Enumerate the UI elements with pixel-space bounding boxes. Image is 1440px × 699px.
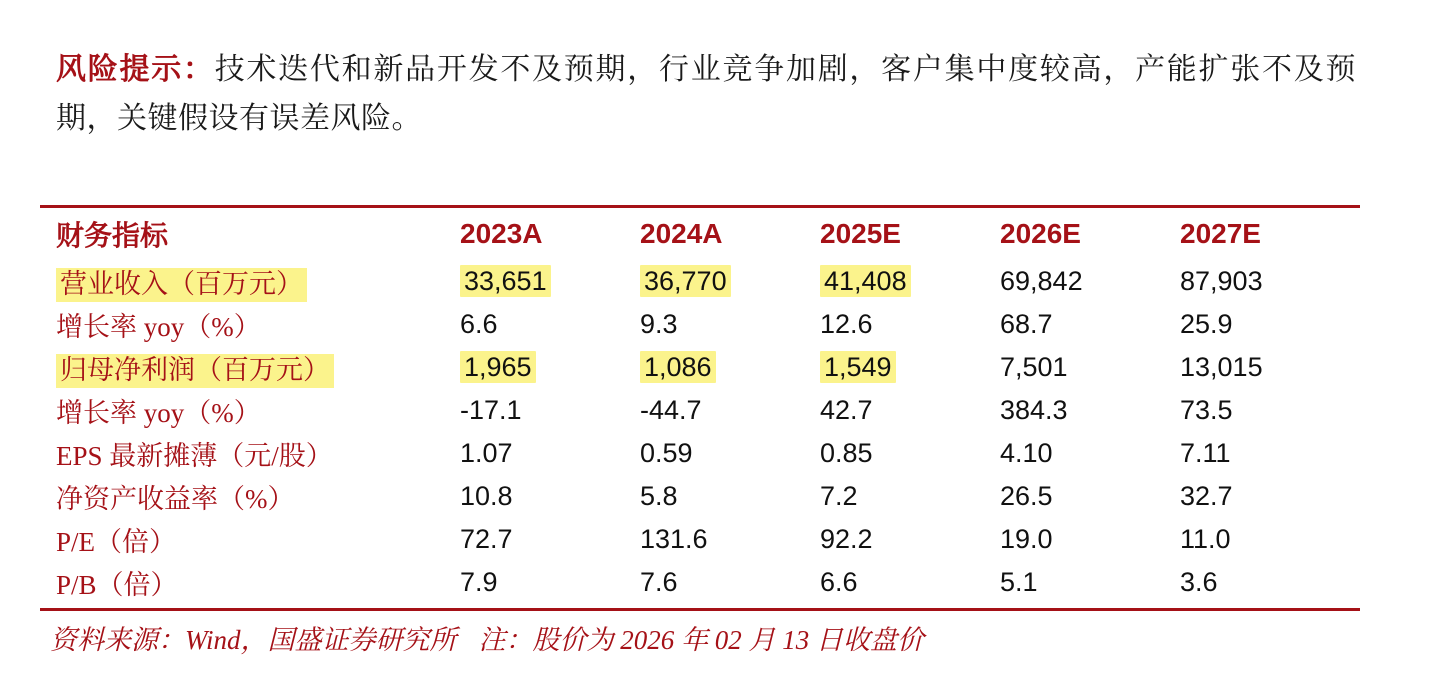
source-price-note: 注：股价为 2026 年 02 月 13 日收盘价 (478, 625, 925, 655)
table-row (40, 518, 1360, 561)
cell-net-profit-2026e: 7,501 (1000, 352, 1068, 382)
cell-revenue-growth-2024a: 9.3 (640, 309, 678, 339)
cell-pb-2026e: 5.1 (1000, 567, 1038, 597)
financial-table-wrapper (40, 205, 1360, 604)
cell-revenue-2027e: 87,903 (1180, 266, 1263, 296)
table-row (40, 303, 1360, 346)
table-row (40, 432, 1360, 475)
row-label-eps: EPS 最新摊薄（元/股） (56, 441, 333, 471)
risk-paragraph (56, 46, 1356, 143)
cell-profit-growth-2025e: 42.7 (820, 395, 873, 425)
table-row (40, 561, 1360, 604)
row-label-roe: 净资产收益率（%） (56, 484, 295, 514)
column-header-2027e: 2027E (1180, 218, 1261, 249)
cell-net-profit-2025e (820, 346, 1000, 389)
cell-roe-2025e: 7.2 (820, 481, 858, 511)
column-header-2024a: 2024A (640, 218, 723, 249)
row-label-revenue-growth: 增长率 yoy（%） (56, 312, 261, 342)
row-label-text: 营业收入（百万元） (56, 268, 307, 302)
table-row (40, 260, 1360, 303)
table-body (40, 260, 1360, 604)
cell-eps-2026e: 4.10 (1000, 438, 1053, 468)
risk-text: 技术迭代和新品开发不及预期，行业竞争加剧，客户集中度较高，产能扩张不及预期，关键假设有误差风险。 (56, 53, 1356, 135)
cell-eps-2025e: 0.85 (820, 438, 873, 468)
table-header-row (40, 207, 1360, 261)
cell-net-profit-2023a (460, 346, 640, 389)
cell-roe-2024a: 5.8 (640, 481, 678, 511)
cell-revenue-growth-2023a: 6.6 (460, 309, 498, 339)
cell-net-profit-2027e: 13,015 (1180, 352, 1263, 382)
risk-label: 风险提示： (56, 53, 215, 86)
table-row (40, 475, 1360, 518)
table-row (40, 389, 1360, 432)
cell-revenue-2023a (460, 260, 640, 303)
cell-pb-2023a: 7.9 (460, 567, 498, 597)
cell-pb-2025e: 6.6 (820, 567, 858, 597)
cell-value: 41,408 (820, 265, 911, 297)
table-row (40, 346, 1360, 389)
cell-pe-2027e: 11.0 (1180, 524, 1231, 554)
cell-profit-growth-2026e: 384.3 (1000, 395, 1068, 425)
cell-value: 33,651 (460, 265, 551, 297)
column-header-metric: 财务指标 (56, 221, 169, 252)
risk-notice (56, 16, 1356, 173)
source-text: 资料来源：Wind，国盛证券研究所 (50, 625, 457, 655)
row-label-pb: P/B（倍） (56, 570, 178, 600)
cell-pe-2023a: 72.7 (460, 524, 513, 554)
cell-value: 1,086 (640, 351, 716, 383)
cell-pb-2027e: 3.6 (1180, 567, 1218, 597)
column-header-2025e: 2025E (820, 218, 901, 249)
table-header (40, 207, 1360, 261)
cell-roe-2023a: 10.8 (460, 481, 513, 511)
column-header-2023a: 2023A (460, 218, 543, 249)
table-bottom-rule (40, 608, 1360, 611)
cell-profit-growth-2023a: -17.1 (460, 395, 522, 425)
cell-profit-growth-2027e: 73.5 (1180, 395, 1233, 425)
row-label-profit-growth: 增长率 yoy（%） (56, 398, 261, 428)
row-label-pe: P/E（倍） (56, 527, 177, 557)
cell-revenue-2026e: 69,842 (1000, 266, 1083, 296)
source-note (50, 618, 924, 657)
cell-eps-2027e: 7.11 (1180, 438, 1231, 468)
cell-revenue-2024a (640, 260, 820, 303)
cell-pb-2024a: 7.6 (640, 567, 678, 597)
cell-roe-2027e: 32.7 (1180, 481, 1233, 511)
cell-value: 1,549 (820, 351, 896, 383)
cell-pe-2024a: 131.6 (640, 524, 708, 554)
cell-roe-2026e: 26.5 (1000, 481, 1053, 511)
row-label-revenue (40, 260, 460, 303)
cell-profit-growth-2024a: -44.7 (640, 395, 702, 425)
cell-value: 36,770 (640, 265, 731, 297)
cell-revenue-growth-2027e: 25.9 (1180, 309, 1233, 339)
row-label-text: 归母净利润（百万元） (56, 354, 334, 388)
cell-eps-2023a: 1.07 (460, 438, 513, 468)
cell-value: 1,965 (460, 351, 536, 383)
cell-net-profit-2024a (640, 346, 820, 389)
cell-revenue-2025e (820, 260, 1000, 303)
row-label-net-profit (40, 346, 460, 389)
financial-summary-table (40, 205, 1360, 604)
cell-pe-2025e: 92.2 (820, 524, 873, 554)
cell-revenue-growth-2026e: 68.7 (1000, 309, 1053, 339)
cell-revenue-growth-2025e: 12.6 (820, 309, 873, 339)
column-header-2026e: 2026E (1000, 218, 1081, 249)
cell-eps-2024a: 0.59 (640, 438, 693, 468)
cell-pe-2026e: 19.0 (1000, 524, 1053, 554)
